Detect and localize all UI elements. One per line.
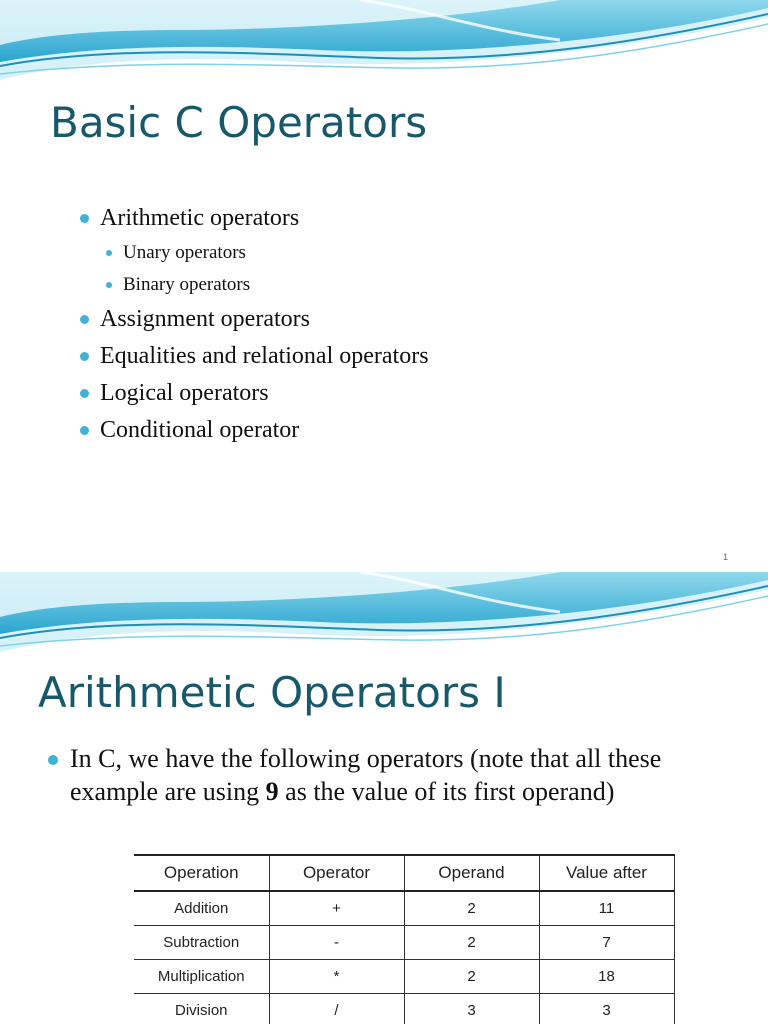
table-row bbox=[134, 926, 674, 960]
table-cell: Subtraction bbox=[134, 926, 269, 960]
bullet-icon bbox=[106, 250, 112, 256]
table-cell: 3 bbox=[404, 994, 539, 1024]
column-header: Operation bbox=[134, 855, 269, 891]
operators-table bbox=[134, 854, 675, 1024]
bullet-icon bbox=[48, 755, 58, 765]
table-cell: 2 bbox=[404, 960, 539, 994]
list-item: Equalities and relational operators bbox=[80, 338, 429, 375]
bullet-icon bbox=[80, 426, 89, 435]
slide-2 bbox=[0, 572, 768, 1024]
list-item: Unary operators bbox=[80, 237, 429, 269]
table-row bbox=[134, 891, 674, 926]
wave-header-decoration bbox=[0, 572, 768, 668]
table-cell: + bbox=[269, 891, 404, 926]
wave-header-decoration bbox=[0, 0, 768, 96]
slide-title: Basic C Operators bbox=[50, 98, 428, 147]
table-row bbox=[134, 960, 674, 994]
table-cell: Addition bbox=[134, 891, 269, 926]
list-item: Assignment operators bbox=[80, 301, 429, 338]
table-cell: 2 bbox=[404, 891, 539, 926]
list-item: Arithmetic operators bbox=[80, 200, 429, 237]
table-cell: * bbox=[269, 960, 404, 994]
slide-title: Arithmetic Operators I bbox=[38, 668, 506, 717]
table-cell: 2 bbox=[404, 926, 539, 960]
table-cell: 7 bbox=[539, 926, 674, 960]
column-header: Operand bbox=[404, 855, 539, 891]
list-item: Binary operators bbox=[80, 269, 429, 301]
intro-paragraph: In C, we have the following operators (note that all these example are using 9 as the value of its first operand) bbox=[48, 742, 708, 808]
list-item: Conditional operator bbox=[80, 412, 429, 449]
column-header: Operator bbox=[269, 855, 404, 891]
bullet-icon bbox=[80, 389, 89, 398]
table-cell: 18 bbox=[539, 960, 674, 994]
table-row bbox=[134, 994, 674, 1024]
table-header-row bbox=[134, 855, 674, 891]
bullet-list bbox=[80, 200, 429, 449]
table-cell: Multiplication bbox=[134, 960, 269, 994]
table-cell: / bbox=[269, 994, 404, 1024]
table-cell: Division bbox=[134, 994, 269, 1024]
bullet-icon bbox=[80, 214, 89, 223]
bullet-icon bbox=[80, 315, 89, 324]
table-cell: 3 bbox=[539, 994, 674, 1024]
list-item: Logical operators bbox=[80, 375, 429, 412]
bullet-icon bbox=[80, 352, 89, 361]
bullet-icon bbox=[106, 282, 112, 288]
table-cell: 11 bbox=[539, 891, 674, 926]
page-number: 1 bbox=[722, 552, 728, 562]
column-header: Value after bbox=[539, 855, 674, 891]
table-cell: - bbox=[269, 926, 404, 960]
